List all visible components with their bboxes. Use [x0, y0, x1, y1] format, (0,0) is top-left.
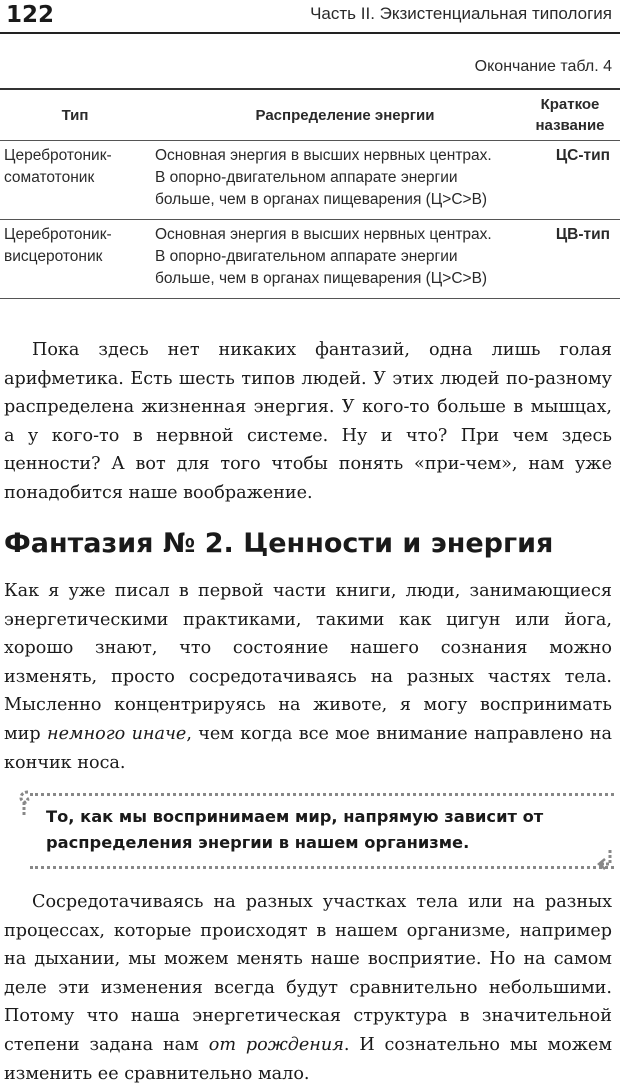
italic-phrase: немного иначе [47, 723, 187, 744]
table-caption: Окончание табл. 4 [474, 58, 612, 75]
header-short-name [525, 94, 615, 136]
paragraph-body-areas [4, 888, 612, 1088]
cell-type [4, 145, 149, 189]
page-number: 122 [6, 2, 55, 28]
cell-short-name: ЦВ-тип [555, 226, 610, 243]
callout-text: То, как мы воспринимаем мир, напрямую зависит от распределения энергии в нашем организме. [46, 807, 544, 852]
header-rule [0, 32, 620, 34]
cell-type-line: Церебротоник- [4, 226, 112, 243]
table-header-row [0, 88, 620, 141]
paragraph-text: Сосредотачиваясь на разных участках тела или на разных процессах, которые происходят в нашем организме, например на дыхании, мы можем менять наше восприятие. Но на самом деле эти изменения всегда будут сравнительно небольшими. Потому что наша энергетическая структура в значительной степени задана нам [4, 892, 612, 1055]
header-type: Тип [61, 107, 89, 124]
table-row [0, 141, 620, 220]
cell-type-line: висцеротоник [4, 248, 103, 265]
cell-energy-line: больше, чем в органах пищеварения (Ц>С>В) [155, 191, 488, 208]
table-row [0, 220, 620, 299]
header-short-line2: название [535, 117, 605, 134]
cell-type-line: Церебротоник- [4, 147, 112, 164]
italic-phrase: от рождения [208, 1034, 344, 1055]
cell-short-name: ЦС-тип [555, 147, 610, 164]
paragraph-text: , чем когда все мое внимание направлено на кончик носа. [4, 723, 612, 773]
cell-energy-line: больше, чем в органах пищеварения (Ц>С>В) [155, 270, 488, 287]
cell-energy-line: Основная энергия в высших нервных центрах. [155, 226, 492, 243]
cell-energy-line: В опорно-двигательном аппарате энергии [155, 248, 458, 265]
paragraph-energy-practices [4, 577, 612, 777]
energy-table [0, 88, 620, 299]
paragraph-arithmetic: Пока здесь нет никаких фантазий, одна лишь голая арифметика. Есть шесть типов людей. У этих людей по-разному распределена жизненная энергия. У кого-то больше в мышцах, а у кого-то в нервной системе. Ну и что? При чем здесь ценности? А вот для того чтобы понять «при-чем», нам уже понадобится наше воображение. [4, 340, 612, 503]
cell-energy-line: Основная энергия в высших нервных центрах. [155, 147, 492, 164]
paragraph-text: . И сознательно мы можем изменить ее сравнительно мало. [4, 1034, 613, 1084]
cell-type-line: соматотоник [4, 169, 95, 186]
running-title: Часть II. Экзистенциальная типология [310, 4, 612, 23]
cell-energy [155, 145, 530, 211]
curl-arrow-icon [16, 788, 38, 822]
header-energy: Распределение энергии [255, 107, 435, 124]
callout-box [30, 793, 614, 869]
cell-energy [155, 224, 530, 290]
section-heading: Фантазия № 2. Ценности и энергия [4, 528, 554, 559]
cell-type [4, 224, 149, 268]
page-header [0, 0, 620, 34]
return-arrow-icon [596, 848, 618, 876]
paragraph-text: Как я уже писал в первой части книги, люди, занимающиеся энергетическими практиками, такими как цигун или йога, хорошо знают, что состояние нашего сознания можно изменять, просто сосредотачиваясь на разных частях тела. Мысленно концентрируясь на животе, я могу воспринимать мир [4, 581, 612, 744]
header-short-line1: Краткое [540, 96, 600, 113]
cell-energy-line: В опорно-двигательном аппарате энергии [155, 169, 458, 186]
